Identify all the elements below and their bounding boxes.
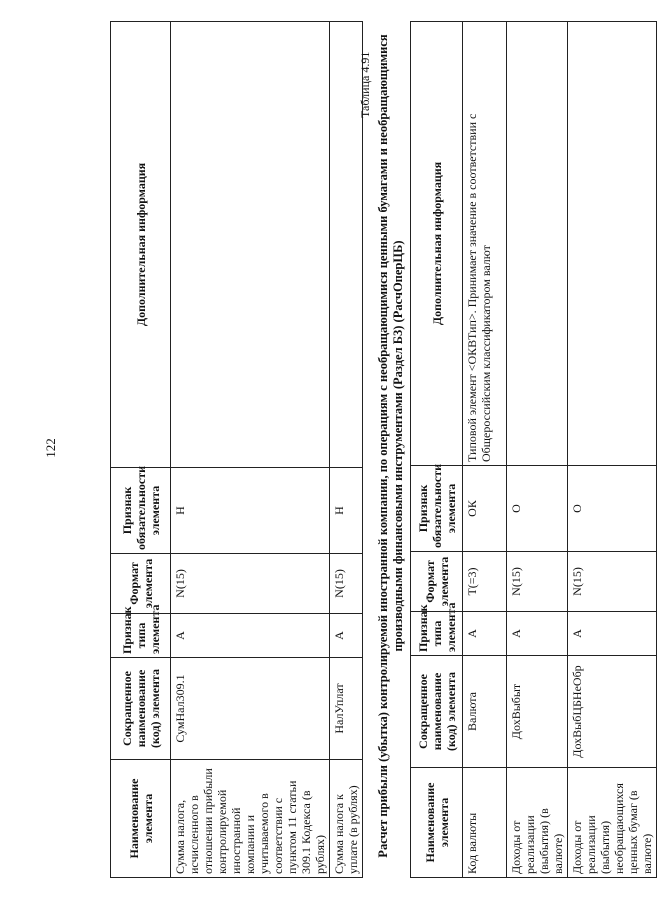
cell-element-name: Сумма налога, исчисленного в отношении прибыли контролируемой иностранной компании и учитываемого в соответствии с пунктом 11 статьи 309.1 Кодекса (в рублях) xyxy=(171,760,330,878)
cell-element-type: А xyxy=(568,612,657,656)
header-element-format: Формат элемента xyxy=(411,552,463,612)
cell-element-name: Сумма налога к уплате (в рублях) xyxy=(330,760,363,878)
header-element-format: Формат элемента xyxy=(111,554,171,614)
table-header-row xyxy=(411,22,463,878)
cell-element-format: N(15) xyxy=(568,552,657,612)
cell-element-required: Н xyxy=(171,468,330,554)
table-header-row xyxy=(111,22,171,878)
page-number: 122 xyxy=(43,438,58,458)
cell-element-format: N(15) xyxy=(171,554,330,614)
table-row xyxy=(330,22,363,878)
cell-element-required: ОК xyxy=(463,466,507,552)
cell-element-type: А xyxy=(463,612,507,656)
cell-element-name: Доходы от реализации (выбытия) необращающихся ценных бумаг (в валюте) xyxy=(568,768,657,878)
continued-table-block xyxy=(110,21,363,878)
cell-element-required: О xyxy=(568,466,657,552)
currency-securities-table-block xyxy=(410,21,657,878)
header-element-name: Наименование элемента xyxy=(411,768,463,878)
cell-element-format: T(=3) xyxy=(463,552,507,612)
cell-element-type: А xyxy=(507,612,568,656)
header-additional-info: Дополнительная информация xyxy=(411,22,463,466)
cell-element-code: СумНал309.1 xyxy=(171,658,330,760)
header-element-name: Наименование элемента xyxy=(111,760,171,878)
header-additional-info: Дополнительная информация xyxy=(111,22,171,468)
cell-additional-info: Типовой элемент <ОКВТип>. Принимает значение в соответствии с Общероссийским классификатором валют xyxy=(463,22,507,466)
cell-element-required: О xyxy=(507,466,568,552)
cell-element-format: N(15) xyxy=(507,552,568,612)
cell-element-type: А xyxy=(171,614,330,658)
cell-element-name: Код валюты xyxy=(463,768,507,878)
header-element-code: Сокращенное наименование (код) элемента xyxy=(111,658,171,760)
continued-elements-table xyxy=(110,21,363,878)
section-heading: Расчет прибыли (убытка) контролируемой иностранной компании, по операциям с необращающимися ценными бумагами и необращающимися производными финансовыми инструментами (Раздел Б3) (РасчОперЦБ) xyxy=(376,34,405,858)
section-heading-block xyxy=(376,16,406,876)
header-element-required: Признак обязательности элемента xyxy=(111,468,171,554)
table-row xyxy=(568,22,657,878)
cell-element-code: НалУплат xyxy=(330,658,363,760)
cell-element-required: Н xyxy=(330,468,363,554)
table-row xyxy=(171,22,330,878)
header-element-code: Сокращенное наименование (код) элемента xyxy=(411,656,463,768)
cell-additional-info xyxy=(171,22,330,468)
cell-additional-info xyxy=(507,22,568,466)
cell-element-code: ДохВыбЦБНеОбр xyxy=(568,656,657,768)
header-element-type: Признак типа элемента xyxy=(111,614,171,658)
cell-element-type: А xyxy=(330,614,363,658)
table-number-block xyxy=(358,52,373,118)
cell-element-name: Доходы от реализации (выбытия) (в валюте) xyxy=(507,768,568,878)
table-row xyxy=(463,22,507,878)
header-element-required: Признак обязательности элемента xyxy=(411,466,463,552)
cell-additional-info xyxy=(568,22,657,466)
header-element-type: Признак типа элемента xyxy=(411,612,463,656)
cell-element-code: Валюта xyxy=(463,656,507,768)
table-number-label: Таблица 4.91 xyxy=(358,51,372,118)
cell-element-format: N(15) xyxy=(330,554,363,614)
table-row xyxy=(507,22,568,878)
cell-element-code: ДохВыбыт xyxy=(507,656,568,768)
currency-securities-table xyxy=(410,21,657,878)
